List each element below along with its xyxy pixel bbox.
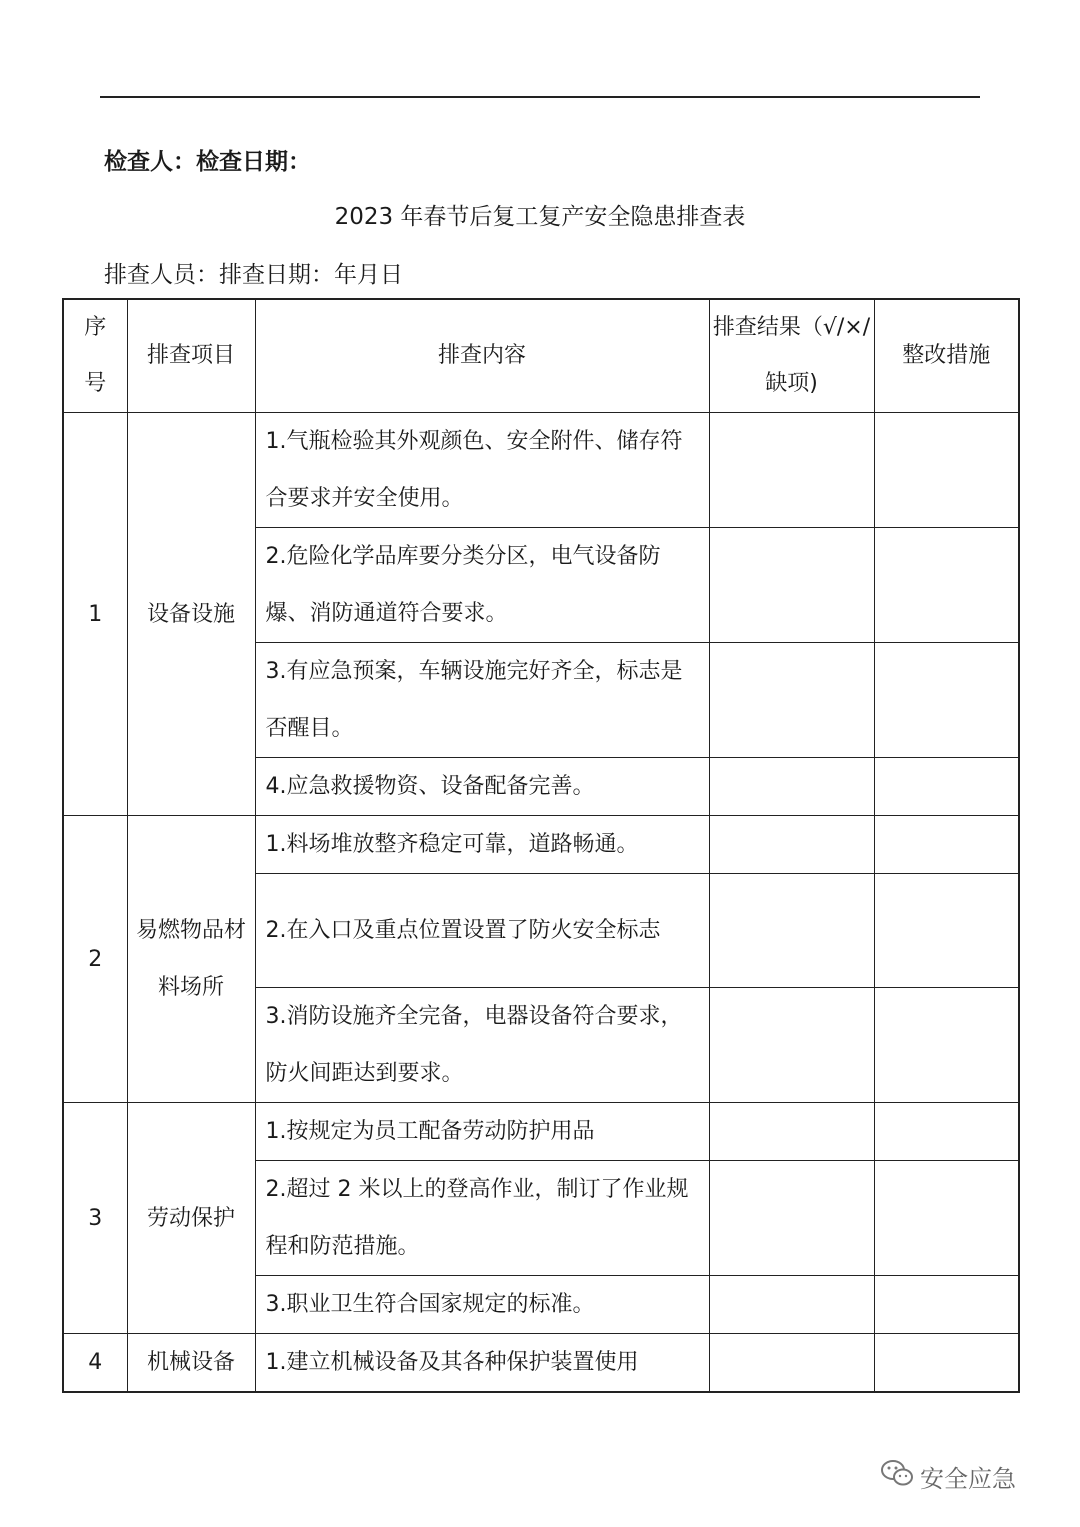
top-rule bbox=[100, 96, 980, 98]
measures-cell[interactable] bbox=[874, 1103, 1019, 1161]
header-category: 排查项目 bbox=[127, 299, 255, 413]
check-item: 3.消防设施齐全完备，电器设备符合要求，防火间距达到要求。 bbox=[255, 988, 709, 1103]
measures-cell[interactable] bbox=[874, 413, 1019, 528]
section-category: 机械设备 bbox=[127, 1334, 255, 1393]
check-item: 1.料场堆放整齐稳定可靠，道路畅通。 bbox=[255, 816, 709, 874]
watermark-text: 安全应急 bbox=[920, 1464, 1016, 1493]
table-row bbox=[63, 816, 1019, 874]
page-title: 2023 年春节后复工复产安全隐患排查表 bbox=[334, 204, 746, 230]
result-cell[interactable] bbox=[709, 816, 874, 874]
section-category: 易燃物品材料场所 bbox=[127, 816, 255, 1103]
check-item: 1.按规定为员工配备劳动防护用品 bbox=[255, 1103, 709, 1161]
measures-cell[interactable] bbox=[874, 1161, 1019, 1276]
check-item: 3.职业卫生符合国家规定的标准。 bbox=[255, 1276, 709, 1334]
watermark bbox=[880, 1458, 1016, 1494]
measures-cell[interactable] bbox=[874, 874, 1019, 988]
table-row bbox=[63, 413, 1019, 528]
measures-cell[interactable] bbox=[874, 1334, 1019, 1393]
result-cell[interactable] bbox=[709, 1334, 874, 1393]
measures-cell[interactable] bbox=[874, 1276, 1019, 1334]
result-cell[interactable] bbox=[709, 643, 874, 758]
inspection-table bbox=[62, 298, 1020, 1393]
inspector-line: 检查人：检查日期： bbox=[104, 149, 311, 175]
meta-line: 排查人员：排查日期：年月日 bbox=[104, 262, 403, 288]
table-row bbox=[63, 1334, 1019, 1393]
result-cell[interactable] bbox=[709, 1103, 874, 1161]
result-cell[interactable] bbox=[709, 528, 874, 643]
table-row bbox=[63, 1103, 1019, 1161]
measures-cell[interactable] bbox=[874, 758, 1019, 816]
table-header-row bbox=[63, 299, 1019, 413]
header-result: 排查结果（√/×/缺项) bbox=[709, 299, 874, 413]
measures-cell[interactable] bbox=[874, 816, 1019, 874]
measures-cell[interactable] bbox=[874, 988, 1019, 1103]
header-measures: 整改措施 bbox=[874, 299, 1019, 413]
result-cell[interactable] bbox=[709, 413, 874, 528]
result-cell[interactable] bbox=[709, 874, 874, 988]
wechat-icon bbox=[880, 1458, 914, 1494]
section-index: 4 bbox=[63, 1334, 127, 1393]
check-item: 3.有应急预案，车辆设施完好齐全，标志是否醒目。 bbox=[255, 643, 709, 758]
result-cell[interactable] bbox=[709, 1161, 874, 1276]
section-index: 1 bbox=[63, 413, 127, 816]
result-cell[interactable] bbox=[709, 758, 874, 816]
check-item: 4.应急救援物资、设备配备完善。 bbox=[255, 758, 709, 816]
section-index: 3 bbox=[63, 1103, 127, 1334]
header-seq: 序 号 bbox=[63, 299, 127, 413]
section-category: 劳动保护 bbox=[127, 1103, 255, 1334]
result-cell[interactable] bbox=[709, 988, 874, 1103]
check-item: 1.气瓶检验其外观颜色、安全附件、储存符合要求并安全使用。 bbox=[255, 413, 709, 528]
section-index: 2 bbox=[63, 816, 127, 1103]
check-item: 2.超过 2 米以上的登高作业，制订了作业规程和防范措施。 bbox=[255, 1161, 709, 1276]
check-item: 2.在入口及重点位置设置了防火安全标志 bbox=[255, 874, 709, 988]
header-content: 排查内容 bbox=[255, 299, 709, 413]
section-category: 设备设施 bbox=[127, 413, 255, 816]
check-item: 2.危险化学品库要分类分区，电气设备防爆、消防通道符合要求。 bbox=[255, 528, 709, 643]
measures-cell[interactable] bbox=[874, 643, 1019, 758]
check-item: 1.建立机械设备及其各种保护装置使用 bbox=[255, 1334, 709, 1393]
result-cell[interactable] bbox=[709, 1276, 874, 1334]
measures-cell[interactable] bbox=[874, 528, 1019, 643]
